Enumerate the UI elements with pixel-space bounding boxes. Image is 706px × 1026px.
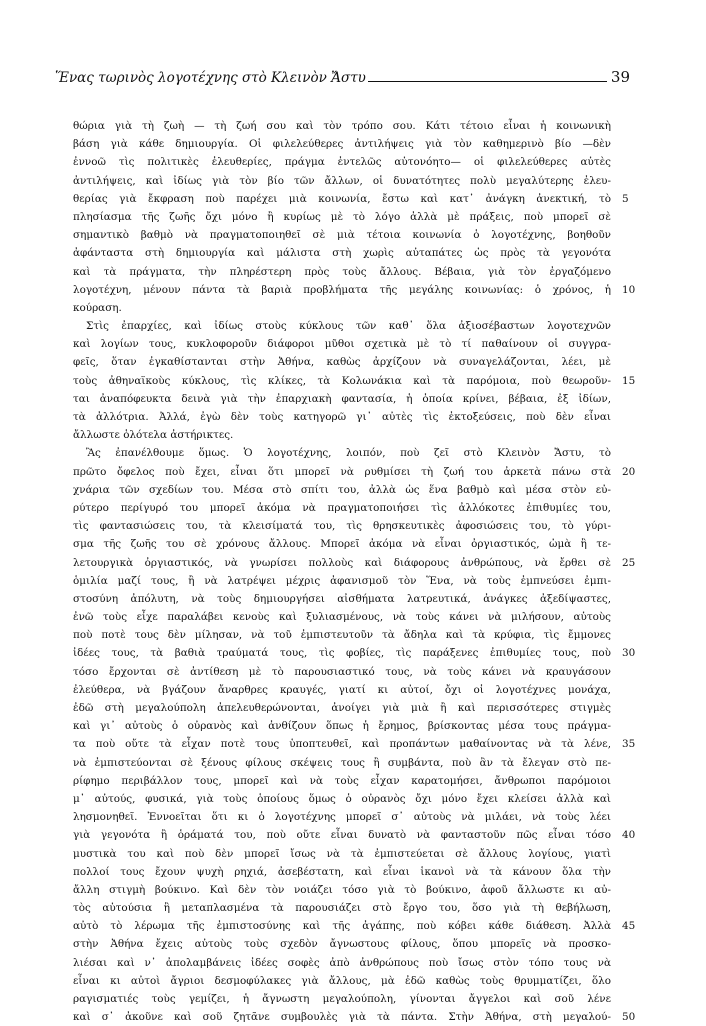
- text-line: [73, 372, 636, 390]
- line-text: καὶ σ᾽ ἀκοῦνε καὶ σοῦ ζητᾶνε συμβουλὲς γιὰ τὰ πάντα. Στὴν Ἀθήνα, στὴ μεγαλού-: [73, 1011, 611, 1024]
- text-line: [73, 499, 611, 517]
- line-number: 20: [622, 465, 636, 478]
- line-text: καὶ λογίων τους, κυκλοφοροῦν διάφοροι μῦθοι σχετικὰ μὲ τὸ τί παθαίνουν οἱ συγγρα-: [73, 338, 611, 351]
- text-line: [73, 863, 611, 881]
- line-text: ρύτερο περίγυρό του μπορεῖ ἀκόμα νὰ πραγματοποιήσει τὶς ἀλλόκοτες ἐπιθυμίες του,: [73, 501, 611, 514]
- text-line: [73, 899, 611, 917]
- text-line: [73, 881, 611, 899]
- line-text: γιὰ γεγονότα ἢ ὁράματά του, ποὺ οὔτε εἶναι δυνατὸ νὰ φανταστοῦν πῶς εἶναι τόσο: [73, 829, 611, 842]
- line-text: ὁμιλία μαζί τους, ἢ νὰ λατρέψει μέχρις ἀφανισμοῦ τὸν Ἕνα, νὰ τοὺς ἐμπνεύσει ἐμπι-: [73, 574, 611, 587]
- line-text: κούραση.: [73, 301, 122, 314]
- text-line: [73, 426, 611, 444]
- page-number: 39: [610, 68, 630, 86]
- line-text: εἶναι κι αὐτοὶ ἄγριοι δεσμοφύλακες γιὰ ἄλλους, μὰ ἐδῶ καθὼς τοὺς θρυμματίζει, ὅλο: [73, 974, 611, 987]
- line-text: τα ποὺ οὔτε τὰ εἶχαν ποτὲ τους ὑποπτευθεῖ, καὶ προπάντων μαθαίνοντας νὰ τὰ λένε,: [73, 738, 611, 751]
- line-text: ἄλλη στιγμὴ βούκινο. Καὶ δὲν τὸν νοιάζει τόσο γιὰ τὸ βούκινο, ἀφοῦ ἄλλωστε κι αὐ-: [73, 883, 611, 896]
- line-text: καὶ τὰ πράγματα, τὴν πληρέστερη πρὸς τοὺς ἄλλους. Βέβαια, γιὰ τὸν ἐργαζόμενο: [73, 265, 611, 278]
- text-line: [73, 317, 611, 335]
- line-text: θώρια γιὰ τὴ ζωὴ — τὴ ζωή σου καὶ τὸν τρόπο σου. Κάτι τέτοιο εἶναι ἡ κοινωνικὴ: [73, 120, 611, 132]
- line-text: ἰδέες τους, τὰ βαθιὰ τραύματά τους, τὶς φοβίες, τὶς παράξενες ἐπιθυμίες τους, ποὺ: [73, 647, 611, 660]
- line-number: 25: [622, 556, 636, 569]
- line-text: μ᾽ αὐτούς, φυσικά, γιὰ τοὺς ὁποίους ὅμως ὁ οὐρανὸς ὄχι μόνο ἔχει κλείσει ἀλλὰ καὶ: [73, 792, 611, 805]
- line-text: λετουργικὰ ὀργιαστικός, νὰ γνωρίσει πολλοὺς καὶ διάφορους ἀνθρώπους, νὰ ἔρθει σὲ: [73, 556, 611, 569]
- text-line: [73, 699, 611, 717]
- text-line: [73, 172, 611, 190]
- line-text: στοσύνη ἀπόλυτη, νὰ τοὺς δημιουργήσει αἰσθήματα λατρευτικά, ἀνάγκες ἀξεδίψαστες,: [73, 592, 611, 605]
- text-line: [73, 845, 611, 863]
- line-text: λησμονηθεῖ. Ἐννοεῖται ὅτι κι ὁ λογοτέχνης μπορεῖ σ᾽ αὐτοὺς νὰ μιλάει, νὰ τοὺς λέει: [73, 811, 611, 824]
- line-number: 35: [622, 738, 636, 751]
- text-line: [73, 572, 611, 590]
- line-text: τὰ ἀλλότρια. Ἀλλά, ἐγὼ δὲν τοὺς κατηγορῶ γι᾽ αὐτὲς τὶς ἐκτοξεύσεις, ποὺ δὲν εἶναι: [73, 411, 611, 423]
- line-text: ἐλεύθερα, νὰ βγάζουν ἄναρθρες κραυγές, γιατί κι αὐτοί, ὄχι οἱ λογοτέχνες μονάχα,: [73, 683, 611, 696]
- line-text: χνάρια τῶν σχεδίων του. Μέσα στὸ σπίτι του, ἀλλὰ ὡς ἕνα βαθμὸ καὶ μέσα στὸν εὐ-: [73, 483, 611, 496]
- text-line: [73, 917, 636, 935]
- text-line: [73, 790, 611, 808]
- text-line: [73, 535, 611, 553]
- line-number: 30: [622, 647, 636, 660]
- text-line: [73, 735, 636, 753]
- text-line: [73, 408, 611, 426]
- line-text: θερίας γιὰ ἔκφραση ποὺ παρέχει μιὰ κοινωνία, ἔστω καὶ κατ᾽ ἀνάγκη ἀνεκτική, τὸ: [73, 192, 611, 205]
- line-text: ἀφάνταστα στὴ δημιουργία καὶ μάλιστα στὴ χωρὶς αὐταπάτες ὡς πρὸς τὰ γεγονότα: [73, 247, 611, 260]
- text-line: [73, 717, 611, 735]
- text-line: [73, 353, 611, 371]
- line-text: φεῖς, ὅταν ἐγκαθίστανται στὴν Ἀθήνα, καθὼς ἀρχίζουν νὰ συναγελάζονται, λέει, μὲ: [73, 356, 611, 369]
- text-line: [73, 972, 611, 990]
- text-line: [73, 517, 611, 535]
- text-line: [73, 226, 611, 244]
- line-text: βάση γιὰ κάθε δημιουργία. Οἱ φιλελεύθερες ἀντιλήψεις γιὰ τὸν καθημερινὸ βίο —δὲν: [73, 138, 611, 151]
- line-text: ἐδῶ στὴ μεγαλούπολη ἀπελευθερώνονται, ἀνοίγει γιὰ μιὰ ἢ καὶ περισσότερες στιγμὲς: [73, 702, 611, 714]
- line-number: 15: [622, 374, 636, 387]
- text-line: [73, 681, 611, 699]
- line-number: 5: [622, 192, 629, 205]
- text-line: [73, 608, 611, 626]
- line-text: ποὺ ποτὲ τους δὲν μίλησαν, νὰ τοῦ ἐμπιστευτοῦν τὰ ἄδηλα καὶ τὰ κρύφια, τὶς ἔμμονες: [73, 629, 611, 642]
- line-text: πολλοί τους ἔχουν ψυχὴ ρηχιά, ἀσεβέστατη, καὶ εἶναι ἱκανοὶ νὰ τὰ κάνουν ὅλα τὴν: [73, 865, 611, 878]
- text-line: [73, 754, 611, 772]
- running-header: [55, 62, 630, 86]
- line-text: μυστικὰ του καὶ ποὺ δὲν μπορεῖ ἴσως νὰ τὰ ἐμπιστεύεται σὲ ἄλλους λογίους, γιατὶ: [73, 847, 611, 860]
- text-line: [73, 463, 636, 481]
- line-text: τὶς φαντασιώσεις του, τὰ κλεισίματά του, τὶς θρησκευτικὲς ἀφοσιώσεις του, τὸ γύρι-: [73, 520, 611, 533]
- text-line: [73, 481, 611, 499]
- line-text: Στὶς ἐπαρχίες, καὶ ἰδίως στοὺς κύκλους τῶν καθ᾽ ὅλα ἀξιοσέβαστων λογοτεχνῶν: [86, 320, 611, 333]
- text-line: [73, 444, 611, 462]
- line-text: ἐννοῶ τὶς πολιτικὲς ἐλευθερίες, πράγμα ἐντελῶς αὐτονόητο— οἱ φιλελεύθερες αὐτὲς: [73, 156, 611, 169]
- line-text: ται ἀναπόφευκτα δεινὰ γιὰ τὴν ἐπαρχιακὴ φαντασία, ἡ ὁποία κρίνει, βέβαια, ἐξ ἰδίων,: [73, 392, 611, 405]
- line-text: τόσο ἔρχονται σὲ ἀντίθεση μὲ τὸ παρουσιαστικό τους, νὰ τοὺς κάνει νὰ κραυγάσουν: [73, 665, 611, 678]
- text-line: [73, 826, 636, 844]
- text-line: [73, 263, 611, 281]
- line-text: τὸς αὐτούσια ἢ μεταπλασμένα τὰ παρουσιάζει στὸ ἔργο του, ὅσο γιὰ τὴ θεβήλωση,: [73, 902, 611, 915]
- text-line: [73, 808, 611, 826]
- text-line: [73, 663, 611, 681]
- text-line: [73, 990, 611, 1008]
- text-line: [73, 190, 629, 208]
- body-text: [73, 117, 636, 1026]
- text-line: [73, 772, 611, 790]
- line-text: Ἂς ἐπανέλθουμε ὅμως. Ὁ λογοτέχνης, λοιπόν, ποὺ ζεῖ στὸ Κλεινὸν Ἄστυ, τὸ: [86, 447, 611, 460]
- text-line: [73, 335, 611, 353]
- header-rule: [368, 81, 607, 82]
- line-number: 40: [622, 829, 636, 842]
- text-line: [73, 390, 611, 408]
- text-line: [73, 1008, 636, 1026]
- line-text: πρῶτο ὄφελος ποὺ ἔχει, εἶναι ὅτι μπορεῖ νὰ ρυθμίσει τὴ ζωή του ἀρκετὰ πάνω στὰ: [73, 465, 611, 478]
- text-line: [73, 954, 611, 972]
- line-text: ἐνῶ τοὺς εἶχε παραλάβει κενοὺς καὶ ξυλιασμένους, νὰ τοὺς κάνει νὰ μιλήσουν, αὐτοὺς: [73, 611, 611, 624]
- line-text: στὴν Ἀθήνα ἔχεις αὐτοὺς τοὺς σχεδὸν ἄγνωστους φίλους, ὅπου μπορεῖς νὰ προσκο-: [73, 938, 611, 951]
- line-text: ραγισματιές τοὺς γεμίζει, ἡ ἄγνωστη μεγαλούπολη, γίνονται ἄγγελοι καὶ σοῦ λένε: [73, 993, 611, 1005]
- line-number: 45: [622, 920, 636, 933]
- line-text: σημαντικὸ βαθμὸ νὰ πραγματοποιηθεῖ σὲ μιὰ τέτοια κοινωνία ὁ λογοτέχνης, βοηθοῦν: [73, 229, 611, 242]
- line-text: λιέσαι καὶ ν᾽ ἀπολαμβάνεις ἰδέες σοφὲς ἀπὸ ἀνθρώπους ποὺ ἴσως στὸν τόπο τους νὰ: [73, 956, 611, 969]
- line-text: νὰ ἐμπιστεύονται σὲ ξένους φίλους σκέψεις τους ἢ συμβάντα, ποὺ ἂν τὰ ἔλεγαν στὸ πε-: [73, 756, 611, 769]
- text-line: [73, 935, 611, 953]
- text-line: [73, 281, 636, 299]
- text-line: [73, 244, 611, 262]
- text-line: [73, 299, 611, 317]
- text-line: [73, 644, 636, 662]
- line-number: 50: [622, 1011, 636, 1024]
- line-text: καὶ γι᾽ αὐτοὺς ὁ οὐρανὸς καὶ ἀνθίζουν ὅπως ἡ ἔρημος, βρίσκοντας μέσα τους πράγμα-: [73, 720, 611, 733]
- text-line: [73, 590, 611, 608]
- line-text: τοὺς ἀθηναϊκοὺς κύκλους, τὶς κλίκες, τὰ Κολωνάκια καὶ τὰ παρόμοια, ποὺ θεωροῦν-: [73, 374, 611, 387]
- text-line: [73, 153, 611, 171]
- line-text: λογοτέχνη, μένουν πάντα τὰ βαριὰ προβλήματα τῆς μεγάλης κοινωνίας: ὁ χρόνος, ἡ: [73, 283, 611, 296]
- text-line: [73, 135, 611, 153]
- line-text: ἀντιλήψεις, καὶ ἰδίως γιὰ τὸν βίο τῶν ἄλλων, οἱ δυνατότητες πολὺ μεγαλύτερης ἐλευ-: [73, 174, 611, 187]
- line-text: ρίφημο περιβάλλον τους, μπορεῖ καὶ νὰ τοὺς εἶχαν καρατομήσει, ἄνθρωποι παρόμοιοι: [73, 774, 611, 787]
- running-title: Ἕνας τωρινὸς λογοτέχνης στὸ Κλεινὸν Ἄστυ: [55, 70, 366, 86]
- line-number: 10: [622, 283, 636, 296]
- text-line: [73, 554, 636, 572]
- line-text: αὐτὸ τὸ λέρωμα τῆς ἐμπιστοσύνης καὶ τῆς ἀγάπης, ποὺ κόβει κάθε διάθεση. Ἀλλὰ: [73, 920, 611, 933]
- line-text: πλησίασμα τῆς ζωῆς ὄχι μόνο ἢ κυρίως μὲ τὸ λόγο ἀλλὰ μὲ πράξεις, ποὺ μπορεῖ σὲ: [73, 210, 611, 223]
- text-line: [73, 208, 611, 226]
- line-text: σμα τῆς ζωῆς του σὲ χρόνους ἄλλους. Μπορεῖ ἀκόμα νὰ εἶναι ὀργιαστικός, ὠμὰ ἢ τε-: [73, 538, 611, 551]
- text-line: [73, 626, 611, 644]
- text-line: [73, 117, 611, 135]
- line-text: ἄλλωστε ὁλότελα ἀστήρικτες.: [73, 429, 234, 442]
